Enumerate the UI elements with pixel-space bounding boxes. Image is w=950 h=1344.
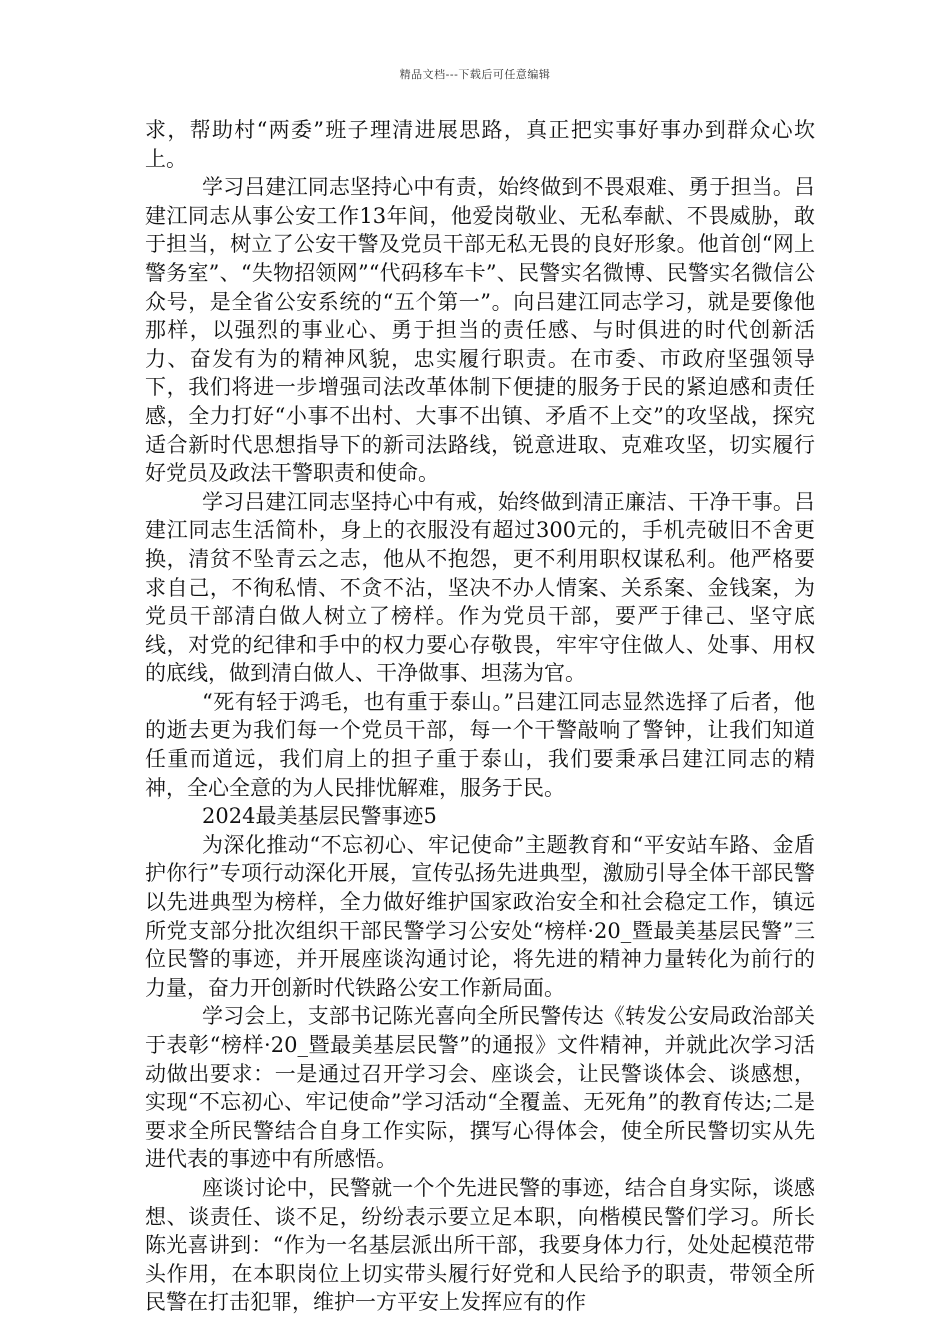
paragraph-6: 学习会上，支部书记陈光喜向全所民警传达《转发公安局政治部关于表彰“榜样·20_暨最美基层民警”的通报》文件精神，并就此次学习活动做出要求：一是通过召开学习会、座谈会，让民警谈体会、谈感想，实现“不忘初心、牢记使命”学习活动“全覆盖、无死角”的教育传达;二是要求全所民警结合自身工作实际，撰写心得体会，使全所民警切实从先进代表的事迹中有所感悟。	[145, 1004, 815, 1172]
paragraph-4: “死有轻于鸿毛，也有重于泰山。”吕建江同志显然选择了后者，他的逝去更为我们每一个党员干部，每一个干警敲响了警钟，让我们知道任重而道远，我们肩上的担子重于泰山，我们要秉承吕建江同志的精神，全心全意的为人民排忧解难，服务于民。	[145, 689, 815, 800]
paragraph-5: 为深化推动“不忘初心、牢记使命”主题教育和“平安站车路、金盾护你行”专项行动深化开展，宣传弘扬先进典型，激励引导全体干部民警以先进典型为榜样，全力做好维护国家政治安全和社会稳定工作，镇远所党支部分批次组织干部民警学习公安处“榜样·20_暨最美基层民警”三位民警的事迹，并开展座谈沟通讨论，将先进的精神力量转化为前行的力量，奋力开创新时代铁路公安工作新局面。	[145, 832, 815, 1000]
paragraph-3: 学习吕建江同志坚持心中有戒，始终做到清正廉洁、干净干事。吕建江同志生活简朴，身上的衣服没有超过300元的，手机壳破旧不舍更换，清贫不坠青云之志，他从不抱怨，更不利用职权谋私利。他严格要求自己，不徇私情、不贪不沾，坚决不办人情案、关系案、金钱案，为党员干部清白做人树立了榜样。作为党员干部，要严于律己、坚守底线，对党的纪律和手中的权力要心存敬畏，牢牢守住做人、处事、用权的底线，做到清白做人、干净做事、坦荡为官。	[145, 489, 815, 686]
paragraph-7: 座谈讨论中，民警就一个个先进民警的事迹，结合自身实际，谈感想、谈责任、谈不足，纷纷表示要立足本职，向楷模民警们学习。所长陈光喜讲到：“作为一名基层派出所干部，我要身体力行，处处起模范带头作用，在本职岗位上切实带头履行好党和人民给予的职责，带领全所民警在打击犯罪，维护一方平安上发挥应有的作	[145, 1175, 815, 1315]
paragraph-1: 求，帮助村“两委”班子理清进展思路，真正把实事好事办到群众心坎上。	[145, 118, 815, 171]
page-header: 精品文档---下载后可任意编辑	[399, 68, 551, 81]
section-heading: 2024最美基层民警事迹5	[202, 804, 437, 829]
document-body	[145, 116, 815, 1317]
paragraph-2: 学习吕建江同志坚持心中有责，始终做到不畏艰难、勇于担当。吕建江同志从事公安工作13年间，他爱岗敬业、无私奉献、不畏威胁，敢于担当，树立了公安干警及党员干部无私无畏的良好形象。他首创“网上警务室”、“失物招领网”“代码移车卡”、民警实名微博、民警实名微信公众号，是全省公安系统的“五个第一”。向吕建江同志学习，就是要像他那样，以强烈的事业心、勇于担当的责任感、与时俱进的时代创新活力、奋发有为的精神风貌，忠实履行职责。在市委、市政府坚强领导下，我们将进一步增强司法改革体制下便捷的服务于民的紧迫感和责任感，全力打好“小事不出村、大事不出镇、矛盾不上交”的攻坚战，探究适合新时代思想指导下的新司法路线，锐意进取、克难攻坚，切实履行好党员及政法干警职责和使命。	[145, 175, 815, 486]
